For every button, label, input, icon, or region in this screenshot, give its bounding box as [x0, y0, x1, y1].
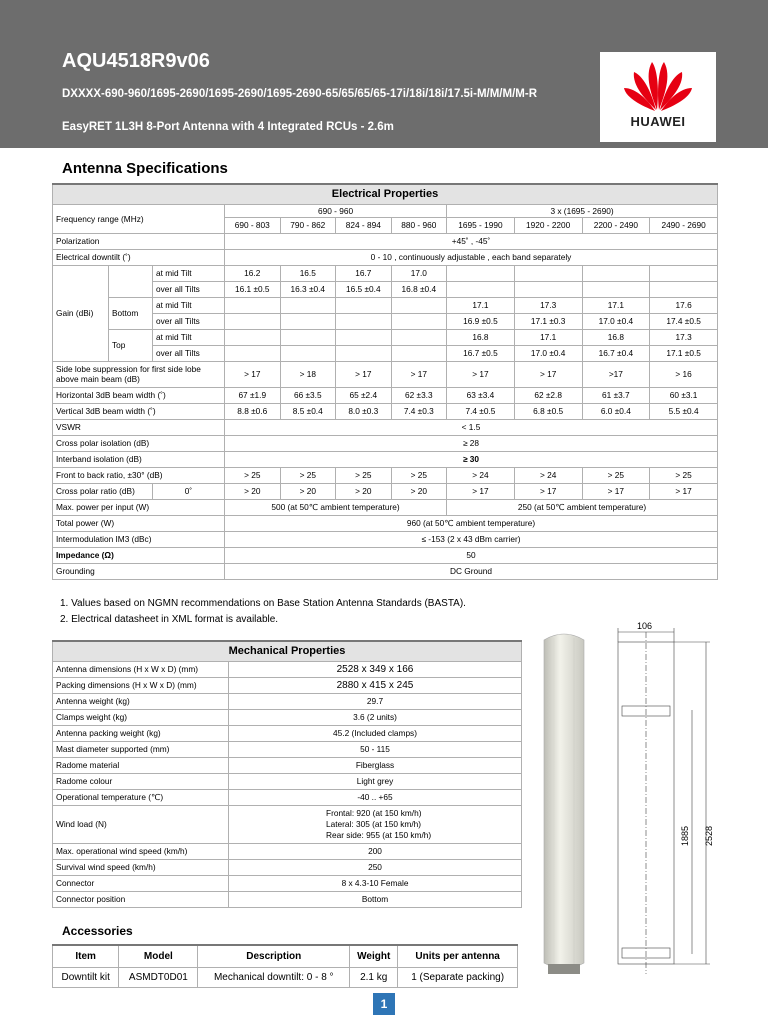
cell: [650, 265, 718, 281]
table-row: [53, 435, 718, 451]
cell: > 17: [514, 483, 582, 499]
header-bar: [0, 0, 768, 148]
cell: [225, 329, 281, 345]
cell: 7.4 ±0.5: [447, 403, 515, 419]
cell: 29.7: [229, 693, 522, 709]
table-row: [53, 531, 718, 547]
cell: 16.3 ±0.4: [280, 281, 336, 297]
cell: > 24: [514, 467, 582, 483]
cell: 16.8: [582, 329, 650, 345]
row-label: Antenna weight (kg): [53, 693, 229, 709]
table-row: [53, 661, 522, 677]
cell: -40 .. +65: [229, 789, 522, 805]
table-caption-row: [53, 641, 522, 661]
cell: 250: [229, 859, 522, 875]
cell: >17: [582, 361, 650, 387]
table-row: [53, 875, 522, 891]
cell: [225, 297, 281, 313]
cell: > 17: [447, 483, 515, 499]
cell: [109, 265, 153, 297]
cell: [447, 265, 515, 281]
cell: DC Ground: [225, 563, 718, 579]
cell: < 1.5: [225, 419, 718, 435]
row-label: Cross polar isolation (dB): [53, 435, 225, 451]
cell: 17.0 ±0.4: [514, 345, 582, 361]
footnote: 2. Electrical datasheet in XML format is available.: [60, 614, 279, 625]
table-row: [53, 483, 718, 499]
footnote: 1. Values based on NGMN recommendations on Base Station Antenna Standards (BASTA).: [60, 598, 466, 609]
row-label: Frequency range (MHz): [53, 204, 225, 233]
table-row: [53, 387, 718, 403]
table-row: [53, 233, 718, 249]
table-row: [53, 297, 718, 313]
row-label: over all Tilts: [153, 281, 225, 297]
cell: [336, 297, 392, 313]
band-group-low: 690 - 960: [225, 204, 447, 217]
cell: 17.4 ±0.5: [650, 313, 718, 329]
cell: 6.0 ±0.4: [582, 403, 650, 419]
cell: [229, 805, 522, 843]
dim-top-label: 106: [637, 621, 653, 631]
cell: +45˚ , -45˚: [225, 233, 718, 249]
cell: > 25: [582, 467, 650, 483]
table-row: [53, 515, 718, 531]
row-label: Interband isolation (dB): [53, 451, 225, 467]
table-row: [53, 789, 522, 805]
column-header: Units per antenna: [398, 945, 518, 967]
cell: 5.5 ±0.4: [650, 403, 718, 419]
table-row: [53, 757, 522, 773]
row-label: Bottom: [109, 297, 153, 329]
table-row: [53, 741, 522, 757]
cell: 16.8: [447, 329, 515, 345]
product-model-string: DXXXX-690-960/1695-2690/1695-2690/1695-2690-65/65/65/65-17i/18i/18i/17.5i-M/M/M/M-R: [62, 88, 537, 100]
cell: [336, 329, 392, 345]
cell: 16.8 ±0.4: [391, 281, 447, 297]
huawei-logo: [600, 52, 716, 142]
table-row: [53, 313, 718, 329]
cell: > 17: [582, 483, 650, 499]
row-label: Electrical downtilt (˚): [53, 249, 225, 265]
row-label: Cross polar ratio (dB): [53, 483, 153, 499]
cell: [391, 329, 447, 345]
cell: > 20: [225, 483, 281, 499]
cell: > 17: [650, 483, 718, 499]
cell: 65 ±2.4: [336, 387, 392, 403]
huawei-petals-icon: [622, 56, 694, 112]
row-label: Survival wind speed (km/h): [53, 859, 229, 875]
row-label: at mid Tilt: [153, 265, 225, 281]
cell: 17.1: [582, 297, 650, 313]
table-caption: Electrical Properties: [53, 184, 718, 204]
table-row: [53, 329, 718, 345]
page-number: 1: [373, 993, 395, 1015]
cell: 2880 x 415 x 245: [229, 677, 522, 693]
cell: [280, 313, 336, 329]
cell: > 20: [336, 483, 392, 499]
table-row: [53, 725, 522, 741]
row-label: Antenna packing weight (kg): [53, 725, 229, 741]
cell: 17.3: [650, 329, 718, 345]
table-row: [53, 265, 718, 281]
cell: ≥ 28: [225, 435, 718, 451]
cell: [225, 345, 281, 361]
cell: [391, 345, 447, 361]
column-header: Weight: [350, 945, 398, 967]
table-row: [53, 451, 718, 467]
cell: 16.2: [225, 265, 281, 281]
band-cell: 824 - 894: [336, 217, 392, 233]
dim-2528-label: 2528: [704, 825, 714, 846]
table-row: [53, 805, 522, 843]
cell: 17.1: [514, 329, 582, 345]
wind-line: Lateral: 305 (at 150 km/h): [326, 818, 422, 829]
row-label: Vertical 3dB beam width (˚): [53, 403, 225, 419]
cell: ASMDT0D01: [119, 967, 198, 987]
cell: 0˚: [153, 483, 225, 499]
row-label: Total power (W): [53, 515, 225, 531]
table-row: [53, 843, 522, 859]
cell: 7.4 ±0.3: [391, 403, 447, 419]
band-cell: 1920 - 2200: [514, 217, 582, 233]
table-row: [53, 891, 522, 907]
cell: 3.6 (2 units): [229, 709, 522, 725]
table-caption: Mechanical Properties: [53, 641, 522, 661]
antenna-drawing: [534, 618, 734, 988]
cell: [582, 281, 650, 297]
cell: > 16: [650, 361, 718, 387]
row-label: Radome colour: [53, 773, 229, 789]
table-caption-row: [53, 184, 718, 204]
row-label: Max. operational wind speed (km/h): [53, 843, 229, 859]
footnotes: [60, 596, 466, 628]
row-label: Intermodulation IM3 (dBc): [53, 531, 225, 547]
table-row: [53, 677, 522, 693]
row-label: Packing dimensions (H x W x D) (mm): [53, 677, 229, 693]
accessories-title: Accessories: [62, 924, 133, 938]
cell: > 24: [447, 467, 515, 483]
cell: 16.1 ±0.5: [225, 281, 281, 297]
cell: 67 ±1.9: [225, 387, 281, 403]
antenna-photo: [544, 634, 584, 974]
cell: [336, 345, 392, 361]
row-label: Grounding: [53, 563, 225, 579]
cell: 16.7 ±0.4: [582, 345, 650, 361]
cell: 960 (at 50℃ ambient temperature): [225, 515, 718, 531]
cell: [336, 313, 392, 329]
table-row: [53, 693, 522, 709]
row-label: Horizontal 3dB beam width (˚): [53, 387, 225, 403]
row-label: Max. power per input (W): [53, 499, 225, 515]
cell: [650, 281, 718, 297]
cell: [280, 329, 336, 345]
row-label: over all Tilts: [153, 313, 225, 329]
cell: 60 ±3.1: [650, 387, 718, 403]
mechanical-properties-table: [52, 640, 522, 908]
cell: 63 ±3.4: [447, 387, 515, 403]
cell: > 25: [391, 467, 447, 483]
cell: > 17: [447, 361, 515, 387]
cell: 62 ±2.8: [514, 387, 582, 403]
table-row: [53, 204, 718, 217]
row-label: Wind load (N): [53, 805, 229, 843]
huawei-wordmark: HUAWEI: [630, 114, 686, 129]
row-label: Antenna dimensions (H x W x D) (mm): [53, 661, 229, 677]
cell: 8.0 ±0.3: [336, 403, 392, 419]
cell: [391, 313, 447, 329]
table-row: [53, 709, 522, 725]
table-row: [53, 419, 718, 435]
cell: 500 (at 50℃ ambient temperature): [225, 499, 447, 515]
band-cell: 1695 - 1990: [447, 217, 515, 233]
cell: 250 (at 50℃ ambient temperature): [447, 499, 718, 515]
cell: 66 ±3.5: [280, 387, 336, 403]
dim-1885-label: 1885: [680, 825, 690, 846]
cell: [514, 265, 582, 281]
cell: [280, 345, 336, 361]
cell: > 25: [650, 467, 718, 483]
cell: > 17: [391, 361, 447, 387]
cell: > 17: [225, 361, 281, 387]
cell: 17.1: [447, 297, 515, 313]
column-header: Item: [53, 945, 119, 967]
cell: > 17: [514, 361, 582, 387]
row-label: over all Tilts: [153, 345, 225, 361]
row-label: Radome material: [53, 757, 229, 773]
cell: [447, 281, 515, 297]
band-cell: 2200 - 2490: [582, 217, 650, 233]
cell: 200: [229, 843, 522, 859]
table-row: [53, 345, 718, 361]
cell: 16.5: [280, 265, 336, 281]
table-row: [53, 563, 718, 579]
cell: > 17: [336, 361, 392, 387]
row-label: Side lobe suppression for first side lobe above main beam (dB): [53, 361, 225, 387]
table-header-row: [53, 945, 518, 967]
table-row: [53, 249, 718, 265]
row-label: Connector: [53, 875, 229, 891]
cell: 17.3: [514, 297, 582, 313]
row-label: Front to back ratio, ±30° (dB): [53, 467, 225, 483]
table-row: [53, 467, 718, 483]
dimension-drawing: [618, 628, 710, 974]
row-label: Operational temperature (℃): [53, 789, 229, 805]
cell: 8.5 ±0.4: [280, 403, 336, 419]
table-row: [53, 967, 518, 987]
cell: 2.1 kg: [350, 967, 398, 987]
cell: > 25: [280, 467, 336, 483]
cell: 2528 x 349 x 166: [229, 661, 522, 677]
cell: 0 - 10 , continuously adjustable , each band separately: [225, 249, 718, 265]
cell: 50 - 115: [229, 741, 522, 757]
cell: > 20: [391, 483, 447, 499]
table-row: [53, 773, 522, 789]
cell: 8 x 4.3-10 Female: [229, 875, 522, 891]
cell: 16.9 ±0.5: [447, 313, 515, 329]
cell: Fiberglass: [229, 757, 522, 773]
band-group-high: 3 x (1695 - 2690): [447, 204, 718, 217]
row-label: Polarization: [53, 233, 225, 249]
row-label: VSWR: [53, 419, 225, 435]
cell: 17.0: [391, 265, 447, 281]
table-row: [53, 859, 522, 875]
cell: > 18: [280, 361, 336, 387]
product-title: AQU4518R9v06: [62, 50, 210, 72]
cell: 6.8 ±0.5: [514, 403, 582, 419]
cell: Light grey: [229, 773, 522, 789]
accessories-table: [52, 944, 518, 988]
row-label: Mast diameter supported (mm): [53, 741, 229, 757]
section-title: Antenna Specifications: [62, 160, 228, 177]
cell: 45.2 (Included clamps): [229, 725, 522, 741]
table-row: [53, 361, 718, 387]
electrical-properties-table: [52, 183, 718, 580]
table-row: [53, 499, 718, 515]
cell: 17.1 ±0.3: [514, 313, 582, 329]
row-label: Impedance (Ω): [53, 547, 225, 563]
row-label: at mid Tilt: [153, 329, 225, 345]
cell: 17.6: [650, 297, 718, 313]
cell: 17.0 ±0.4: [582, 313, 650, 329]
cell: > 20: [280, 483, 336, 499]
band-cell: 790 - 862: [280, 217, 336, 233]
row-label: at mid Tilt: [153, 297, 225, 313]
table-row: [53, 547, 718, 563]
cell: > 25: [225, 467, 281, 483]
cell: 61 ±3.7: [582, 387, 650, 403]
cell: [514, 281, 582, 297]
column-header: Description: [198, 945, 350, 967]
product-description: EasyRET 1L3H 8-Port Antenna with 4 Integrated RCUs - 2.6m: [62, 121, 394, 133]
row-label: Clamps weight (kg): [53, 709, 229, 725]
cell: 16.5 ±0.4: [336, 281, 392, 297]
wind-line: Rear side: 955 (at 150 km/h): [326, 829, 432, 840]
cell: Mechanical downtilt: 0 - 8 °: [198, 967, 350, 987]
cell: 16.7: [336, 265, 392, 281]
row-label: Gain (dBi): [53, 265, 109, 361]
cell: [582, 265, 650, 281]
cell: 1 (Separate packing): [398, 967, 518, 987]
cell: 16.7 ±0.5: [447, 345, 515, 361]
cell: Downtilt kit: [53, 967, 119, 987]
wind-line: Frontal: 920 (at 150 km/h): [326, 807, 422, 818]
column-header: Model: [119, 945, 198, 967]
cell: [225, 313, 281, 329]
table-row: [53, 403, 718, 419]
band-cell: 690 - 803: [225, 217, 281, 233]
cell: 17.1 ±0.5: [650, 345, 718, 361]
cell: ≤ -153 (2 x 43 dBm carrier): [225, 531, 718, 547]
row-label: Connector position: [53, 891, 229, 907]
row-label: Top: [109, 329, 153, 361]
cell: [280, 297, 336, 313]
cell: 8.8 ±0.6: [225, 403, 281, 419]
band-cell: 2490 - 2690: [650, 217, 718, 233]
cell: ≥ 30: [225, 451, 718, 467]
cell: [391, 297, 447, 313]
cell: > 25: [336, 467, 392, 483]
cell: Bottom: [229, 891, 522, 907]
band-cell: 880 - 960: [391, 217, 447, 233]
cell: 62 ±3.3: [391, 387, 447, 403]
cell: 50: [225, 547, 718, 563]
table-row: [53, 281, 718, 297]
